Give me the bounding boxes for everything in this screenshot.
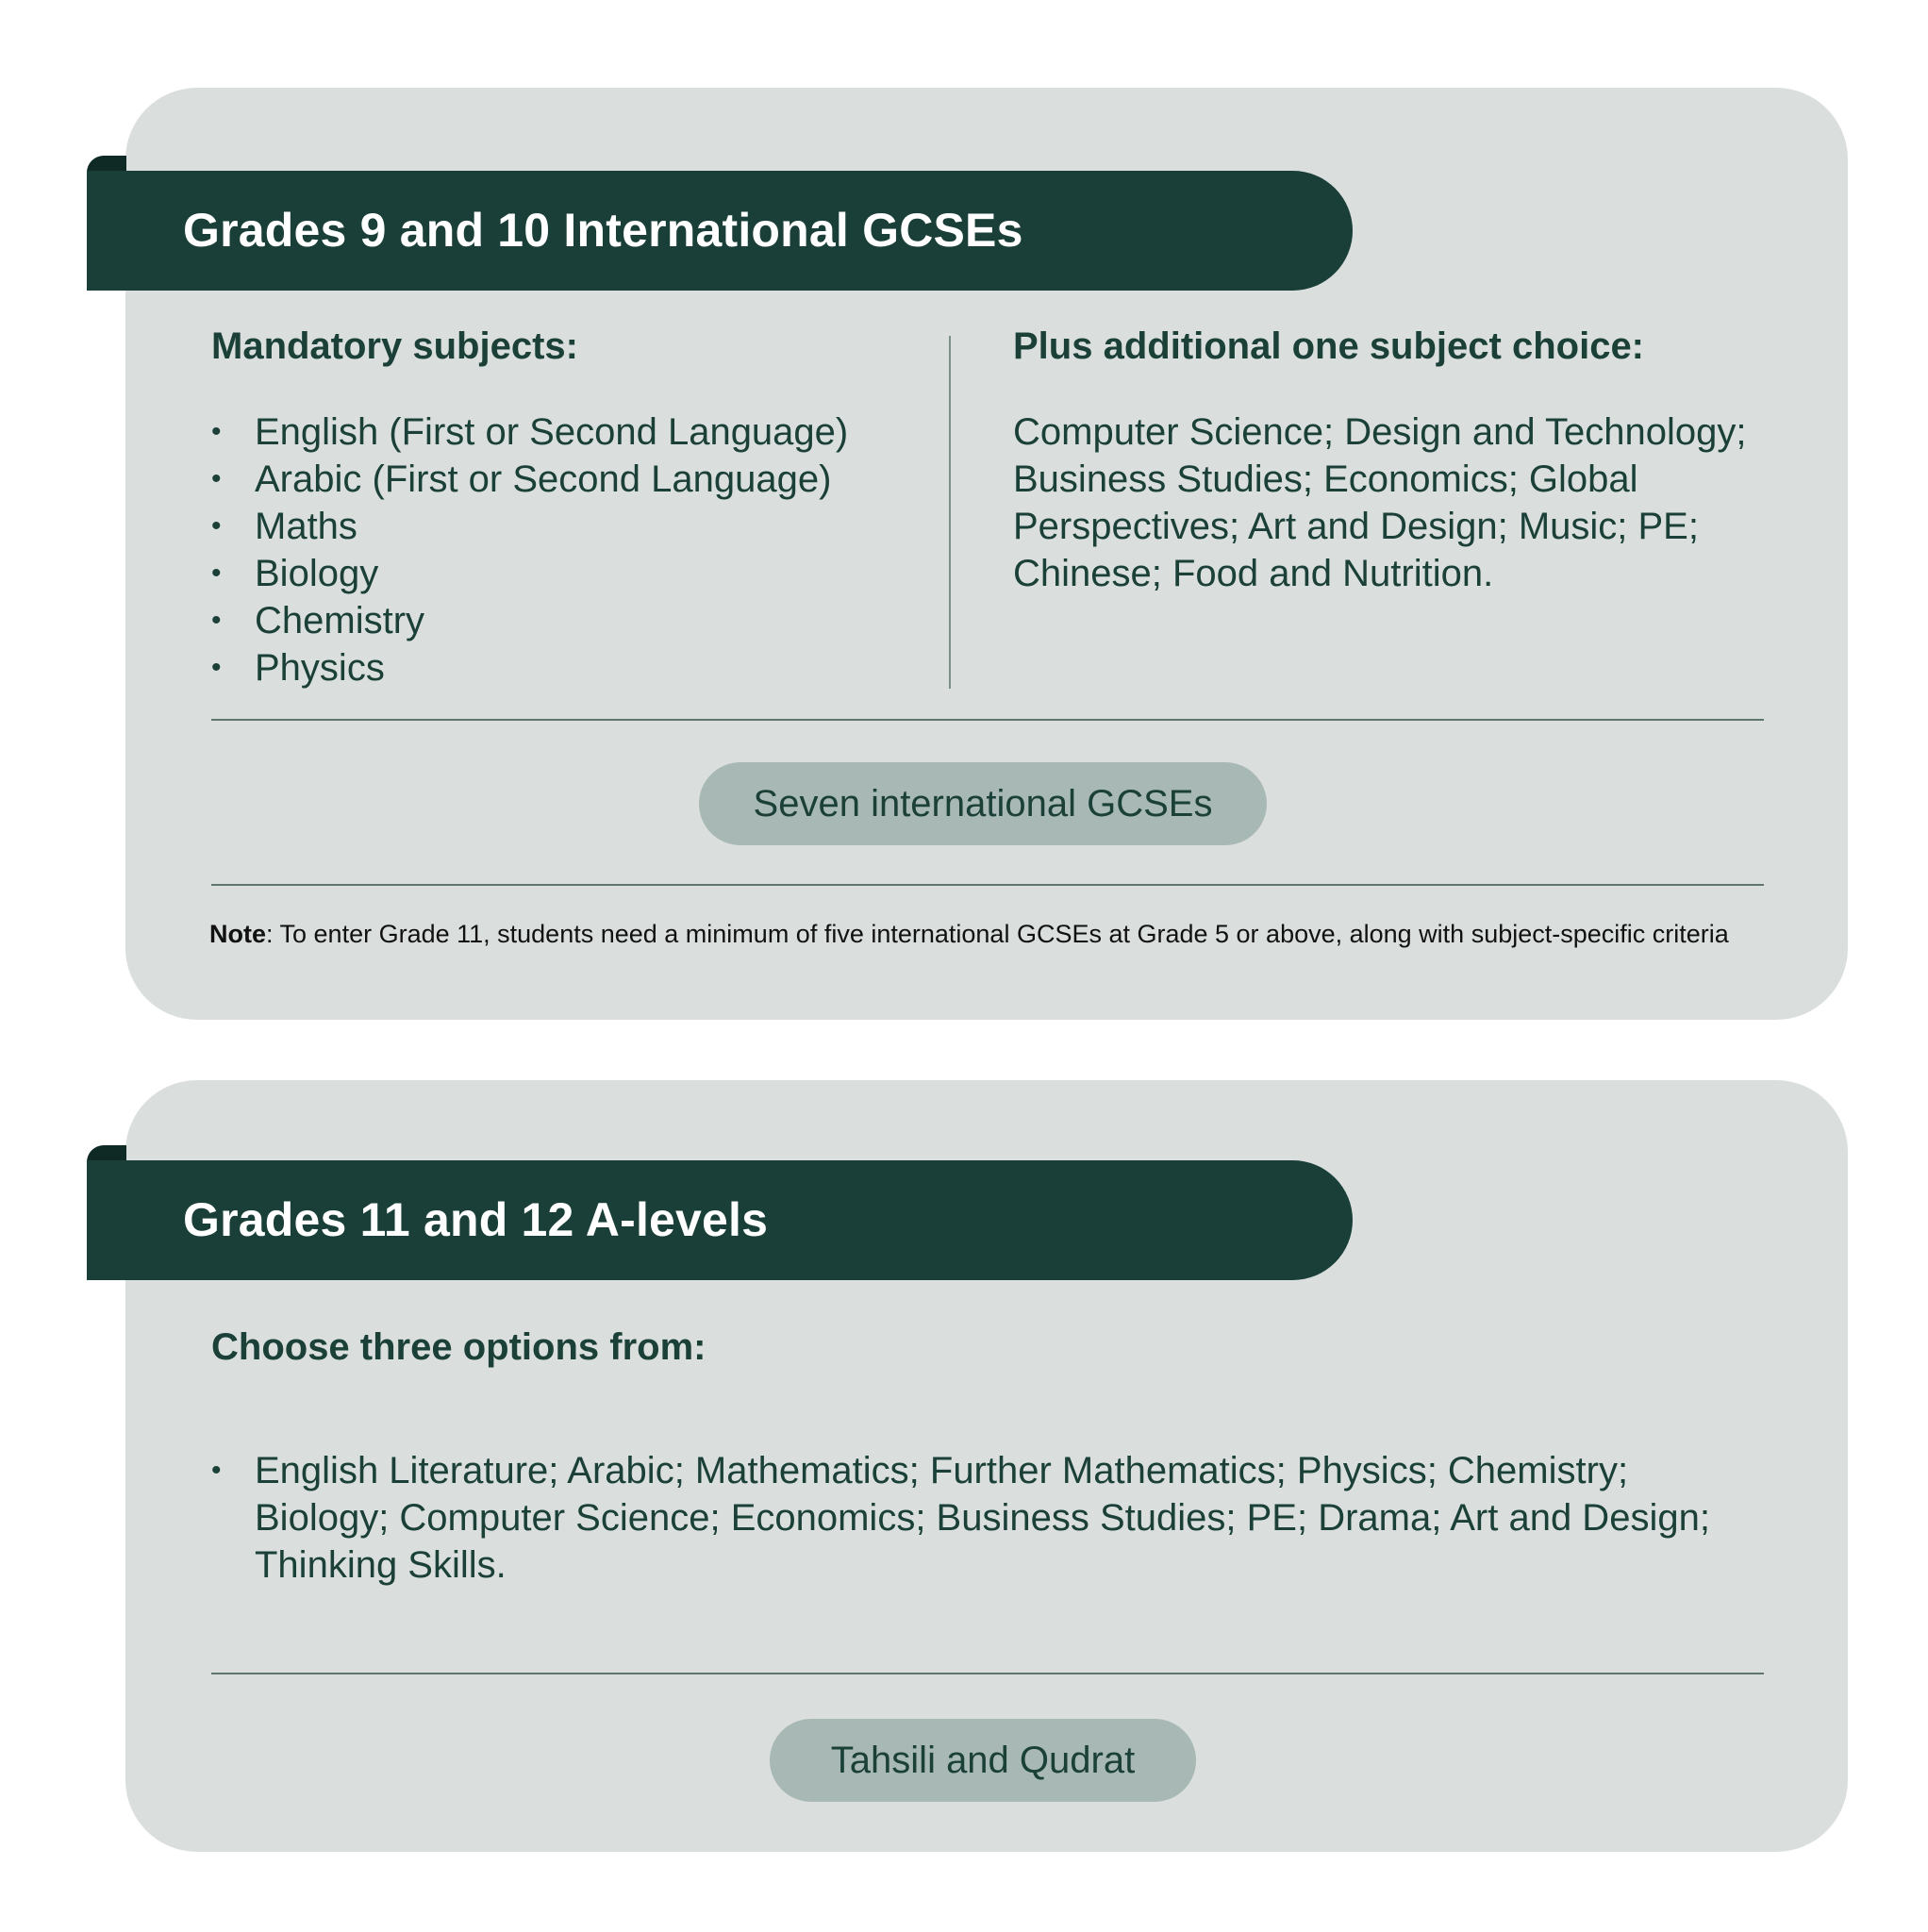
- bullet-icon: •: [211, 463, 222, 494]
- alevel-banner: [87, 1160, 1353, 1280]
- bullet-icon: •: [211, 558, 222, 589]
- list-item: • English Literature; Arabic; Mathematics; Further Mathematics; Physics; Chemistry; Biology; Computer Science; Economics; Business Studies; PE; Drama; Art and Design; Thinking Skills.: [211, 1447, 1768, 1589]
- mandatory-heading: Mandatory subjects:: [211, 325, 578, 367]
- gcse-title: Grades 9 and 10 International GCSEs: [183, 204, 1023, 257]
- list-item: • Chemistry: [211, 597, 947, 644]
- list-item: • Maths: [211, 503, 947, 550]
- options-heading: Choose three options from:: [211, 1326, 706, 1368]
- column-divider: [949, 336, 951, 689]
- bullet-icon: •: [211, 510, 222, 541]
- note-label: Note: [209, 920, 266, 948]
- list-item: • Biology: [211, 550, 947, 597]
- choice-text: Computer Science; Design and Technology; Business Studies; Economics; Global Perspectives; Art and Design; Music; PE; Chinese; Food and Nutrition.: [1013, 411, 1747, 594]
- choice-heading: Plus additional one subject choice:: [1013, 325, 1645, 367]
- bullet-icon: •: [211, 652, 222, 683]
- gcse-total-badge: Seven international GCSEs: [699, 762, 1267, 845]
- bullet-icon: •: [211, 605, 222, 636]
- list-item: • Arabic (First or Second Language): [211, 456, 947, 503]
- note-text: Note: To enter Grade 11, students need a minimum of five international GCSEs at Grade 5 or above, along with subject-specific criteria: [209, 920, 1729, 948]
- divider: [211, 884, 1764, 886]
- alevel-title: Grades 11 and 12 A-levels: [183, 1193, 769, 1246]
- divider: [211, 719, 1764, 721]
- tests-badge: Tahsili and Qudrat: [770, 1719, 1196, 1802]
- bullet-icon: •: [211, 1455, 222, 1486]
- bullet-icon: •: [211, 416, 222, 447]
- divider: [211, 1673, 1764, 1674]
- list-item: • Physics: [211, 644, 947, 691]
- list-item: • English (First or Second Language): [211, 408, 947, 456]
- gcse-banner: [87, 171, 1353, 291]
- options-list: [211, 1447, 1768, 1589]
- mandatory-list: [211, 408, 947, 691]
